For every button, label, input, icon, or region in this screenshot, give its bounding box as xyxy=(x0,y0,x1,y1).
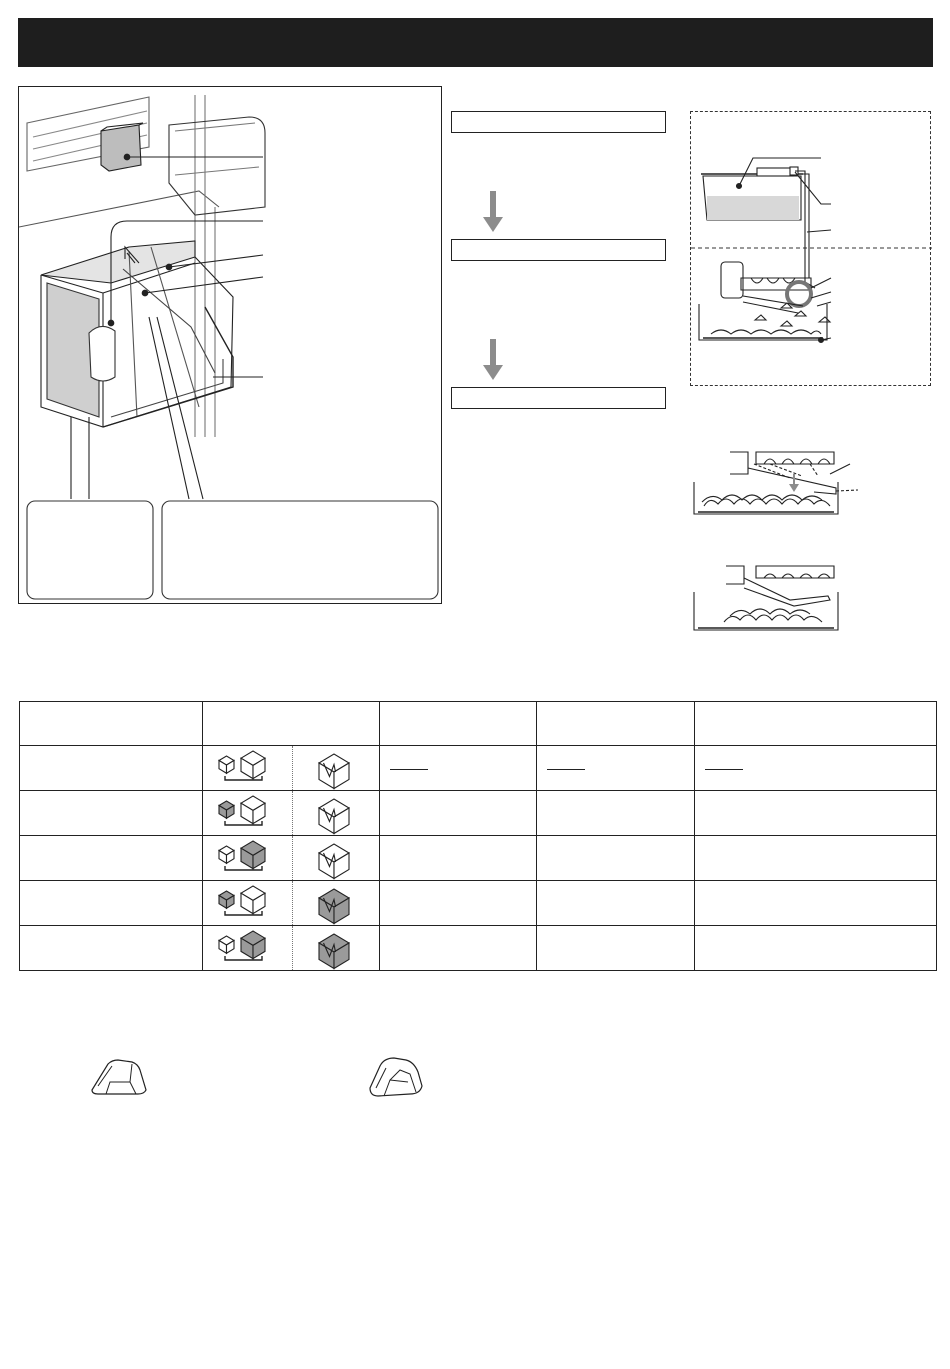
table-cell xyxy=(203,881,380,926)
table-header-cell xyxy=(695,702,937,746)
ice-nugget-icon xyxy=(88,1056,150,1098)
ice-setting-table xyxy=(19,701,936,966)
table-cell xyxy=(537,746,695,791)
small-cube-icon xyxy=(219,936,234,953)
table-cell xyxy=(695,746,937,791)
large-cube-icon xyxy=(241,886,265,914)
table-header-cell xyxy=(380,702,537,746)
dash-mark xyxy=(390,769,428,770)
table-cell xyxy=(20,881,203,926)
table-cell xyxy=(695,836,937,881)
table-cell xyxy=(203,836,380,881)
table-header-cell xyxy=(537,702,695,746)
small-cube-icon xyxy=(219,756,234,773)
crushed-ice-icon xyxy=(319,799,349,834)
table-row xyxy=(20,836,937,881)
crushed-cube xyxy=(319,934,349,969)
table-cell xyxy=(695,881,937,926)
step-box-1 xyxy=(451,111,666,133)
table-header-cell xyxy=(203,702,380,746)
table-cell xyxy=(203,746,380,791)
crushed-cube xyxy=(319,754,349,789)
table-cell xyxy=(695,791,937,836)
dash-mark xyxy=(547,769,585,770)
table-cell xyxy=(203,791,380,836)
table-cell xyxy=(380,926,537,971)
crushed-ice-icon xyxy=(319,754,349,789)
crushed-cube xyxy=(319,844,349,879)
table-row xyxy=(20,926,937,971)
table-cell xyxy=(203,926,380,971)
large-cube-icon xyxy=(241,931,265,959)
crushed-cube xyxy=(319,889,349,924)
table-cell xyxy=(537,881,695,926)
bin-lever-lowered-illustration xyxy=(690,560,860,635)
large-cube-icon xyxy=(241,751,265,779)
table-cell xyxy=(20,791,203,836)
table-cell xyxy=(537,791,695,836)
table-cell xyxy=(537,926,695,971)
crushed-ice-icon xyxy=(319,934,349,969)
table-cell xyxy=(380,746,537,791)
step-box-2 xyxy=(451,239,666,261)
large-cube-icon xyxy=(241,796,265,824)
table-cell xyxy=(537,836,695,881)
table-cell xyxy=(20,746,203,791)
table-cell xyxy=(695,926,937,971)
crushed-ice-icon xyxy=(319,844,349,879)
header-bar xyxy=(18,18,933,67)
ice-bin-illustration xyxy=(19,87,442,604)
small-cube-icon xyxy=(219,891,234,908)
dash-mark xyxy=(705,769,743,770)
crushed-ice-icon xyxy=(319,889,349,924)
table-cell xyxy=(20,836,203,881)
ice-making-process-drawing xyxy=(691,112,932,387)
table-cell xyxy=(380,836,537,881)
table-header-cell xyxy=(20,702,203,746)
step-box-3 xyxy=(451,387,666,409)
ice-making-process-diagram xyxy=(690,111,931,386)
large-cube-icon xyxy=(241,841,265,869)
table-row xyxy=(20,881,937,926)
down-arrow-icon xyxy=(483,191,503,233)
table-row xyxy=(20,791,937,836)
ice-maker-illustration-panel xyxy=(18,86,442,604)
ice-chunk-icon xyxy=(364,1054,426,1100)
small-cube-icon xyxy=(219,846,234,863)
down-arrow-icon xyxy=(483,339,503,381)
table-header-row xyxy=(20,702,937,746)
small-cube-icon xyxy=(219,801,234,818)
crushed-cube xyxy=(319,799,349,834)
table-cell xyxy=(20,926,203,971)
table-row xyxy=(20,746,937,791)
table-cell xyxy=(380,791,537,836)
bin-full-lever-illustration xyxy=(690,446,860,526)
table-cell xyxy=(380,881,537,926)
